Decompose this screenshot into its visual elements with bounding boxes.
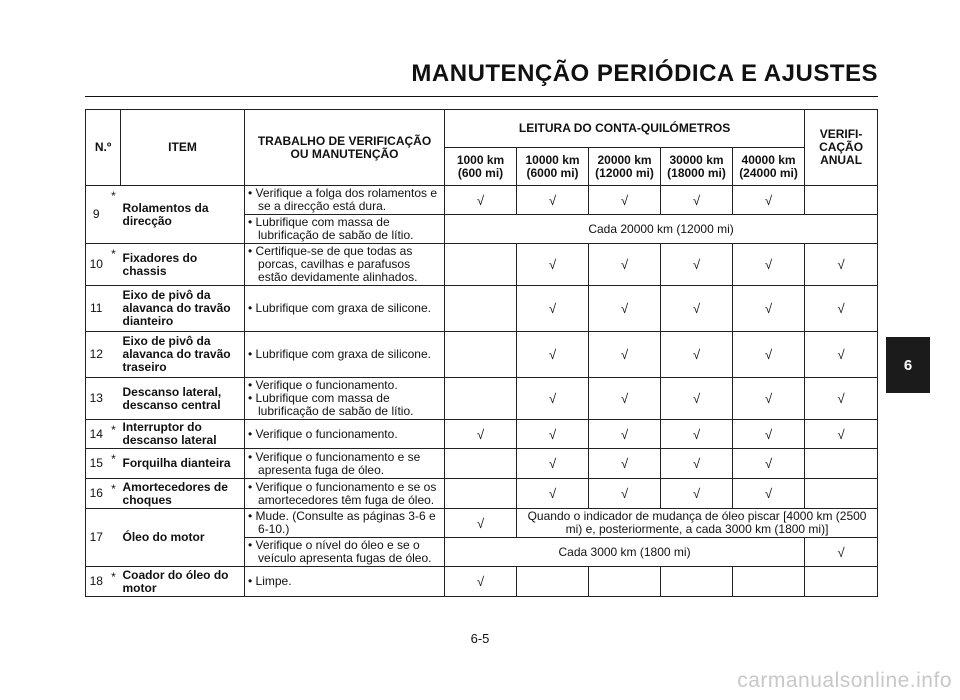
row-number: 14 bbox=[86, 420, 107, 449]
row-number: 9 bbox=[86, 186, 107, 244]
table-body bbox=[86, 186, 878, 597]
interval-km: 30000 km bbox=[669, 152, 724, 167]
header-item: ITEM bbox=[121, 110, 245, 186]
check-cell: √ bbox=[733, 286, 805, 332]
interval-note: Cada 3000 km (1800 mi) bbox=[445, 538, 805, 567]
check-cell: √ bbox=[589, 420, 661, 449]
work-text: • Verifique o funcionamento. bbox=[248, 426, 398, 441]
check-cell: √ bbox=[661, 332, 733, 378]
row-number: 12 bbox=[86, 332, 107, 378]
table-row bbox=[86, 509, 878, 538]
row-item: Coador do óleo do motor bbox=[121, 567, 245, 597]
title-divider bbox=[85, 96, 878, 97]
row-star: * bbox=[107, 449, 121, 479]
check-cell: √ bbox=[733, 479, 805, 509]
work-cell bbox=[245, 479, 445, 509]
page-number: 6-5 bbox=[470, 631, 490, 646]
header-interval bbox=[517, 148, 589, 186]
work-cell bbox=[245, 286, 445, 332]
check-cell bbox=[445, 479, 517, 509]
work-text: • Lubrifique com massa de lubrificação de sabão de lítio. bbox=[248, 215, 414, 242]
work-text: • Lubrifique com massa de lubrificação de sabão de lítio. bbox=[248, 391, 414, 418]
row-number: 13 bbox=[86, 378, 107, 420]
check-cell: √ bbox=[589, 449, 661, 479]
check-cell: √ bbox=[733, 449, 805, 479]
work-text: • Verifique o funcionamento. bbox=[248, 378, 398, 392]
row-number: 11 bbox=[86, 286, 107, 332]
header-odometer: LEITURA DO CONTA-QUILÓMETROS bbox=[445, 110, 805, 148]
interval-mi: (600 mi) bbox=[457, 165, 504, 180]
interval-km: 40000 km bbox=[741, 152, 796, 167]
row-star bbox=[107, 378, 121, 420]
chapter-tab: 6 bbox=[886, 337, 930, 393]
check-cell bbox=[589, 567, 661, 597]
check-cell bbox=[661, 567, 733, 597]
row-number: 15 bbox=[86, 449, 107, 479]
check-cell: √ bbox=[445, 509, 517, 538]
row-item: Amortecedores de choques bbox=[121, 479, 245, 509]
row-item: Descanso lateral, descanso central bbox=[121, 378, 245, 420]
check-cell bbox=[445, 244, 517, 286]
header-annual: VERIFI- CAÇÃO ANUAL bbox=[805, 110, 878, 186]
row-star bbox=[107, 286, 121, 332]
row-item: Óleo do motor bbox=[121, 509, 245, 567]
check-cell: √ bbox=[445, 567, 517, 597]
row-number: 10 bbox=[86, 244, 107, 286]
table-row bbox=[86, 449, 878, 479]
header-interval bbox=[661, 148, 733, 186]
work-text: • Lubrifique com graxa de silicone. bbox=[248, 347, 431, 361]
check-cell: √ bbox=[661, 449, 733, 479]
row-star bbox=[107, 332, 121, 378]
annual-cell: √ bbox=[805, 286, 878, 332]
header-interval bbox=[733, 148, 805, 186]
row-item: Eixo de pivô da alavanca do travão dianteiro bbox=[121, 286, 245, 332]
check-cell: √ bbox=[661, 244, 733, 286]
check-cell: √ bbox=[445, 186, 517, 215]
row-star: * bbox=[107, 186, 121, 244]
table-row bbox=[86, 244, 878, 286]
check-cell: √ bbox=[661, 186, 733, 215]
work-text: • Limpe. bbox=[248, 574, 292, 588]
annual-cell: √ bbox=[805, 420, 878, 449]
check-cell: √ bbox=[517, 244, 589, 286]
check-cell: √ bbox=[445, 420, 517, 449]
table-row bbox=[86, 332, 878, 378]
work-cell bbox=[245, 509, 445, 538]
row-item: Interruptor do descanso lateral bbox=[121, 420, 245, 449]
check-cell: √ bbox=[589, 332, 661, 378]
check-cell bbox=[445, 449, 517, 479]
work-cell bbox=[245, 332, 445, 378]
row-star: * bbox=[107, 420, 121, 449]
annual-cell bbox=[805, 479, 878, 509]
row-item: Rolamentos da direcção bbox=[121, 186, 245, 244]
annual-cell bbox=[805, 567, 878, 597]
interval-note: Quando o indicador de mudança de óleo piscar [4000 km (2500 mi) e, posteriormente, a cada 3000 km (1800 mi)] bbox=[517, 509, 878, 538]
check-cell: √ bbox=[589, 378, 661, 420]
check-cell: √ bbox=[733, 378, 805, 420]
row-star: * bbox=[107, 479, 121, 509]
row-star: * bbox=[107, 244, 121, 286]
page-title: MANUTENÇÃO PERIÓDICA E AJUSTES bbox=[411, 60, 878, 87]
check-cell: √ bbox=[517, 378, 589, 420]
interval-note: Cada 20000 km (12000 mi) bbox=[445, 215, 878, 244]
interval-mi: (18000 mi) bbox=[667, 165, 726, 180]
work-cell bbox=[245, 244, 445, 286]
header-interval bbox=[445, 148, 517, 186]
work-text: • Lubrifique com graxa de silicone. bbox=[248, 301, 431, 315]
table-row bbox=[86, 479, 878, 509]
work-text: • Verifique o funcionamento e se os amortecedores têm fuga de óleo. bbox=[248, 479, 437, 507]
check-cell bbox=[517, 567, 589, 597]
annual-cell: √ bbox=[805, 332, 878, 378]
check-cell: √ bbox=[517, 420, 589, 449]
annual-cell bbox=[805, 186, 878, 215]
work-text: • Verifique o funcionamento e se apresenta fuga de óleo. bbox=[248, 449, 421, 477]
header-number: N.º bbox=[86, 110, 121, 186]
work-text: • Mude. (Consulte as páginas 3-6 e 6-10.) bbox=[248, 509, 436, 536]
row-item: Eixo de pivô da alavanca do travão traseiro bbox=[121, 332, 245, 378]
check-cell: √ bbox=[589, 479, 661, 509]
interval-mi: (6000 mi) bbox=[526, 165, 579, 180]
work-cell bbox=[245, 449, 445, 479]
check-cell bbox=[445, 332, 517, 378]
table-row bbox=[86, 286, 878, 332]
work-text: • Certifique-se de que todas as porcas, cavilhas e parafusos estão devidamente alinhados. bbox=[248, 244, 418, 284]
table-row bbox=[86, 420, 878, 449]
row-star: * bbox=[107, 567, 121, 597]
table-row bbox=[86, 567, 878, 597]
maintenance-table bbox=[85, 109, 878, 597]
work-text: • Verifique a folga dos rolamentos e se a direcção está dura. bbox=[248, 186, 437, 213]
interval-mi: (24000 mi) bbox=[739, 165, 798, 180]
annual-cell: √ bbox=[805, 244, 878, 286]
check-cell: √ bbox=[517, 479, 589, 509]
work-cell bbox=[245, 378, 445, 420]
row-number: 16 bbox=[86, 479, 107, 509]
interval-mi: (12000 mi) bbox=[595, 165, 654, 180]
work-cell bbox=[245, 538, 445, 567]
header-interval bbox=[589, 148, 661, 186]
work-cell bbox=[245, 420, 445, 449]
watermark: carmanualsonline.info bbox=[737, 669, 952, 692]
check-cell: √ bbox=[589, 186, 661, 215]
row-number: 18 bbox=[86, 567, 107, 597]
annual-cell: √ bbox=[805, 538, 878, 567]
check-cell bbox=[445, 286, 517, 332]
table-row bbox=[86, 186, 878, 215]
check-cell: √ bbox=[733, 420, 805, 449]
table-row bbox=[86, 378, 878, 420]
row-item: Fixadores do chassis bbox=[121, 244, 245, 286]
check-cell: √ bbox=[517, 186, 589, 215]
check-cell: √ bbox=[661, 479, 733, 509]
work-cell bbox=[245, 215, 445, 244]
interval-km: 10000 km bbox=[525, 152, 580, 167]
check-cell: √ bbox=[517, 286, 589, 332]
check-cell: √ bbox=[733, 186, 805, 215]
interval-km: 1000 km bbox=[456, 152, 505, 167]
check-cell: √ bbox=[661, 378, 733, 420]
check-cell bbox=[445, 378, 517, 420]
row-item: Forquilha dianteira bbox=[121, 449, 245, 479]
check-cell: √ bbox=[733, 332, 805, 378]
row-number: 17 bbox=[86, 509, 107, 567]
header-work: TRABALHO DE VERIFICAÇÃO OU MANUTENÇÃO bbox=[245, 110, 445, 186]
work-cell bbox=[245, 186, 445, 215]
check-cell: √ bbox=[661, 286, 733, 332]
check-cell: √ bbox=[733, 244, 805, 286]
annual-cell bbox=[805, 449, 878, 479]
annual-cell: √ bbox=[805, 378, 878, 420]
check-cell bbox=[733, 567, 805, 597]
check-cell: √ bbox=[517, 449, 589, 479]
row-star bbox=[107, 509, 121, 567]
work-text: • Verifique o nível do óleo e se o veículo apresenta fugas de óleo. bbox=[248, 538, 432, 565]
check-cell: √ bbox=[517, 332, 589, 378]
check-cell: √ bbox=[589, 286, 661, 332]
interval-km: 20000 km bbox=[597, 152, 652, 167]
work-cell bbox=[245, 567, 445, 597]
check-cell: √ bbox=[661, 420, 733, 449]
check-cell: √ bbox=[589, 244, 661, 286]
